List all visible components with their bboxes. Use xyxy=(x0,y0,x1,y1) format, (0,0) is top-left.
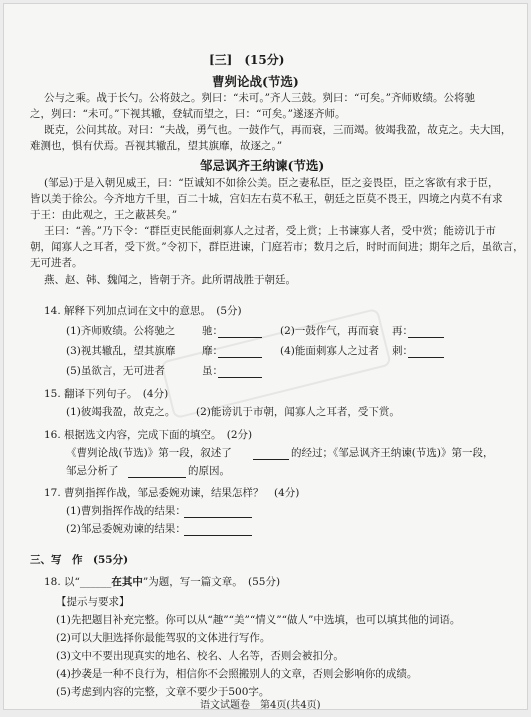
q17-answer-2[interactable] xyxy=(184,534,252,536)
q14-item-3: (3)视其辙乱，望其旗靡 xyxy=(66,345,176,357)
q16-line1-b: 的经过；《邹忌讽齐王纳谏(节选)》第一段， xyxy=(291,447,494,459)
q18-prompt xyxy=(44,574,280,590)
passage1-line: 之，刿曰：“未可。”下视其辙，登轼而望之，曰：“可矣。”遂逐齐师。 xyxy=(30,108,346,120)
q14-stem: 14. 解释下列加点词在文中的意思。 (5分) xyxy=(44,305,242,317)
q14-item-2: (2)一鼓作气，再而衰 xyxy=(280,325,379,337)
passage2-line: 王曰：“善。”乃下令：“群臣吏民能面刺寡人之过者，受上赏；上书谏寡人者，受中赏；能谤讥于市 xyxy=(44,225,496,237)
exam-page xyxy=(4,4,527,709)
q14-answer-4[interactable] xyxy=(408,356,444,358)
passage1-line: 既克，公问其故。对曰：“夫战，勇气也。一鼓作气，再而衰，三而竭。彼竭我盈，故克之。夫大国， xyxy=(44,124,512,136)
passage2-line: (邹忌)于是入朝见威王，曰：“臣诚知不如徐公美。臣之妻私臣，臣之妾畏臣，臣之客欲有求于臣， xyxy=(44,177,499,189)
q16-line1-a: 《曹刿论战(节选)》第一段，叙述了 xyxy=(66,447,232,459)
tip-item: (4)抄袭是一种不良行为，相信你不会照搬别人的文章，否则会影响你的成绩。 xyxy=(56,668,418,680)
passage2-line: 皆以美于徐公。今齐地方千里，百二十城，宫妇左右莫不私王，朝廷之臣莫不畏王，四境之内莫不有求 xyxy=(30,193,503,205)
passage1-line: 公与之乘。战于长勺。公将鼓之。刿曰：“未可。”齐人三鼓。刿曰：“可矣。”齐师败绩。公将驰 xyxy=(44,92,475,104)
q17-answer-1[interactable] xyxy=(184,516,252,518)
q14-word-5: 虽： xyxy=(202,365,223,377)
q14-item-1: (1)齐师败绩。公将驰之 xyxy=(66,325,176,337)
q14-word-4: 刺： xyxy=(392,345,413,357)
passage1-title: 曹刿论战(节选) xyxy=(212,74,299,89)
q18-title-blank[interactable]: ______ xyxy=(79,576,112,588)
q17-answer-2-label: (2)邹忌委婉劝谏的结果： xyxy=(66,523,186,535)
q15-sentence-1: (1)彼竭我盈，故克之。 xyxy=(66,406,176,418)
passage2-line: 燕、赵、韩、魏闻之，皆朝于齐。此所谓战胜于朝廷。 xyxy=(44,274,296,286)
tip-item: (1)先把题目补充完整。你可以从“趣”“美”“情义”“做人”中选填，也可以填其他的词语。 xyxy=(56,614,461,626)
q16-line2-b: 的原因。 xyxy=(188,465,230,477)
passage2-title: 邹忌讽齐王纳谏(节选) xyxy=(200,158,325,173)
q14-word-1: 驰： xyxy=(202,325,223,337)
q14-answer-2[interactable] xyxy=(408,336,444,338)
q17-stem: 17. 曹刿指挥作战，邹忌委婉劝谏，结果怎样？ (4分) xyxy=(44,487,300,499)
q16-stem: 16. 根据选文内容，完成下面的填空。 (2分) xyxy=(44,429,253,441)
passage2-line: 无可进者。 xyxy=(30,257,83,269)
passage2-line: 朝，闻寡人之耳者，受下赏。”令初下，群臣进谏，门庭若市；数月之后，时时而间进；期年之后，虽欲言， xyxy=(30,241,524,253)
tip-item: (5)考虑到内容的完整，文章不要少于500字。 xyxy=(56,686,270,698)
tip-item: (3)文中不要出现真实的地名、校名、人名等，否则会被扣分。 xyxy=(56,650,344,662)
q18-prefix: 18. 以“ xyxy=(44,576,80,588)
section-three-header: [三] (15分) xyxy=(209,53,285,67)
q16-line2-a: 邹忌分析了 xyxy=(66,465,119,477)
q14-answer-1[interactable] xyxy=(218,336,262,338)
page-footer: 语文试题卷 第4页(共4页) xyxy=(200,700,321,709)
passage1-line: 难测也，惧有伏焉。吾视其辙乱，望其旗靡，故逐之。” xyxy=(30,140,283,152)
q14-word-2: 再： xyxy=(392,325,413,337)
q16-blank-2[interactable] xyxy=(128,476,186,478)
q14-word-3: 靡： xyxy=(202,345,223,357)
q15-sentence-2: (2)能谤讥于市朝，闻寡人之耳者，受下赏。 xyxy=(196,406,400,418)
q16-blank-1[interactable] xyxy=(253,458,289,460)
q17-answer-1-label: (1)曹刿指挥作战的结果： xyxy=(66,505,186,517)
q18-suffix: ”为题，写一篇文章。 (55分) xyxy=(142,576,281,588)
q14-answer-3[interactable] xyxy=(218,356,262,358)
tips-title: 【提示与要求】 xyxy=(56,596,130,608)
writing-section-header: 三、写 作 (55分) xyxy=(30,554,129,566)
q18-title-fixed: 在其中 xyxy=(111,576,143,588)
q14-item-4: (4)能面刺寡人之过者 xyxy=(280,345,379,357)
tip-item: (2)可以大胆选择你最能驾驭的文体进行写作。 xyxy=(56,632,271,644)
q14-answer-5[interactable] xyxy=(218,376,262,378)
passage2-line: 于王：由此观之，王之蔽甚矣。” xyxy=(30,209,178,221)
q15-stem: 15. 翻译下列句子。 (4分) xyxy=(44,388,169,400)
q14-item-5: (5)虽欲言，无可进者 xyxy=(66,365,165,377)
